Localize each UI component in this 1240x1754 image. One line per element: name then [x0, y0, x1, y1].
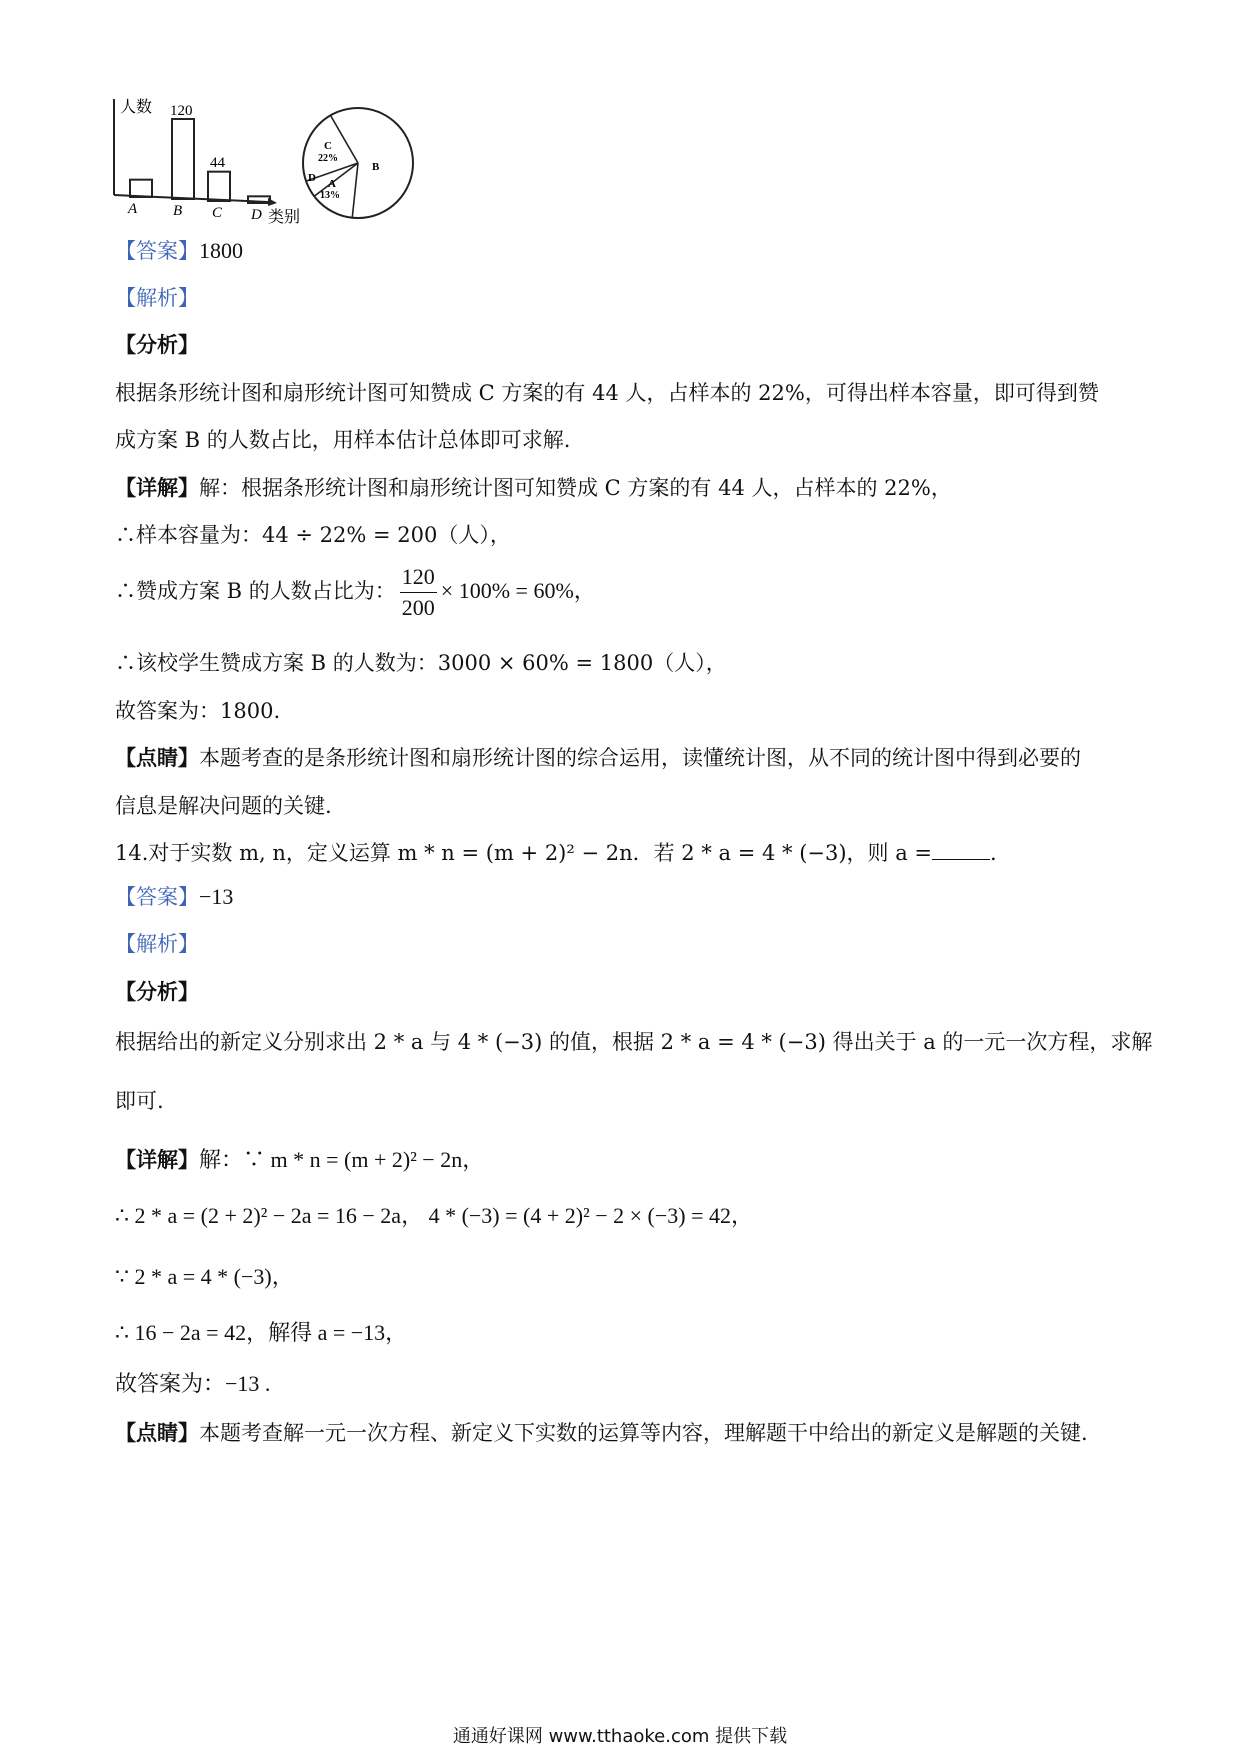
pie-label-c-pct: 22%	[318, 153, 338, 164]
q13-detail-line	[115, 473, 952, 503]
pie-label-c: C	[324, 140, 332, 152]
q14-comment-text: 本题考查解一元一次方程、新定义下实数的运算等内容，理解题干中给出的新定义是解题的关键.	[199, 1421, 1088, 1445]
page-footer: 通通好课网 www.tthaoke.com 提供下载	[452, 1726, 788, 1747]
q13-answer-line	[115, 236, 243, 266]
q14-detail-text: 解：∵ m * n = (m + 2)² − 2n，	[199, 1147, 485, 1172]
q14-final: 故答案为：−13 .	[115, 1371, 271, 1396]
q13-step-1: ∴样本容量为：44 ÷ 22% = 200（人），	[115, 523, 511, 547]
bar-a	[130, 180, 152, 197]
bar-x-label: 类别	[268, 209, 301, 226]
q14-comment-tag: 【点睛】	[115, 1420, 199, 1445]
q13-fraction	[400, 562, 437, 623]
q14-step-2: ∵ 2 * a = 4 * (−3)，	[115, 1264, 294, 1289]
bar-value-label-b: 120	[170, 103, 193, 119]
q14-fenxi-line-1: 根据给出的新定义分别求出 2 * a 与 4 * (−3) 的值，根据 2 * a = 4 * (−3) 得出关于 a 的一元一次方程，求解	[115, 1030, 1153, 1054]
q14-answer-value: −13	[199, 884, 234, 909]
q14-question-text: 14.对于实数 m, n，定义运算 m * n = (m + 2)² − 2n．若 2 * a = 4 * (−3)，则 a =	[115, 841, 932, 865]
bar-cat-d: D	[251, 207, 262, 223]
bar-c	[208, 172, 230, 201]
q14-step-3: ∴ 16 − 2a = 42，解得 a = −13，	[115, 1320, 408, 1345]
statistics-figure	[110, 95, 470, 245]
q13-comment-line-1	[115, 743, 1081, 773]
q13-fenxi-tag: 【分析】	[115, 332, 199, 357]
q14-fenxi-line-2: 即可.	[115, 1089, 164, 1113]
bar-value-label-c: 44	[210, 155, 225, 171]
q14-answer-blank	[932, 837, 990, 860]
pie-label-a-pct: 13%	[320, 190, 340, 201]
q13-fenxi-line-1: 根据条形统计图和扇形统计图可知赞成 C 方案的有 44 人，占样本的 22%，可得出样本容量，即可得到赞	[115, 381, 1099, 405]
q14-analysis-tag: 【解析】	[115, 932, 199, 956]
q13-final: 故答案为：1800.	[115, 699, 281, 723]
q13-fraction-numerator: 120	[400, 562, 437, 593]
q13-detail-text: 解：根据条形统计图和扇形统计图可知赞成 C 方案的有 44 人，占样本的 22%，	[199, 476, 952, 500]
q13-answer-tag: 【答案】	[115, 239, 199, 263]
pie-label-d: D	[308, 172, 316, 184]
bar-cat-a: A	[128, 201, 138, 217]
bar-b	[172, 119, 194, 199]
q13-analysis-tag: 【解析】	[115, 286, 199, 310]
q13-step-2-prefix: ∴赞成方案 B 的人数占比为：	[115, 579, 396, 603]
q14-fenxi-tag: 【分析】	[115, 979, 199, 1004]
q14-question-end: .	[990, 841, 997, 865]
q14-answer-line	[115, 882, 233, 912]
pie-label-a: A	[328, 178, 336, 190]
q13-fraction-denominator: 200	[401, 595, 435, 620]
q14-comment-line	[115, 1418, 1088, 1448]
q14-question	[115, 837, 997, 868]
bar-y-label: 人数	[120, 99, 153, 116]
q14-step-1: ∴ 2 * a = (2 + 2)² − 2a = 16 − 2a， 4 * (−3) = (4 + 2)² − 2 × (−3) = 42，	[115, 1203, 753, 1228]
q13-comment-line-2: 信息是解决问题的关键.	[115, 794, 332, 818]
pie-label-b: B	[372, 161, 380, 173]
bar-cat-c: C	[212, 205, 223, 221]
q13-step-2	[115, 560, 596, 623]
q14-detail-tag: 【详解】	[115, 1147, 199, 1172]
q14-detail-line	[115, 1145, 484, 1175]
q13-step-3: ∴该校学生赞成方案 B 的人数为：3000 × 60% = 1800（人），	[115, 651, 727, 675]
q13-detail-tag: 【详解】	[115, 475, 199, 500]
q13-comment-text: 本题考查的是条形统计图和扇形统计图的综合运用，读懂统计图，从不同的统计图中得到必要的	[199, 746, 1081, 770]
q13-step-2-suffix: × 100% = 60%，	[440, 578, 596, 603]
bar-cat-b: B	[173, 203, 183, 219]
q13-answer-value: 1800	[199, 238, 243, 263]
q13-comment-tag: 【点睛】	[115, 745, 199, 770]
q13-fenxi-line-2: 成方案 B 的人数占比，用样本估计总体即可求解.	[115, 428, 571, 452]
q14-answer-tag: 【答案】	[115, 885, 199, 909]
